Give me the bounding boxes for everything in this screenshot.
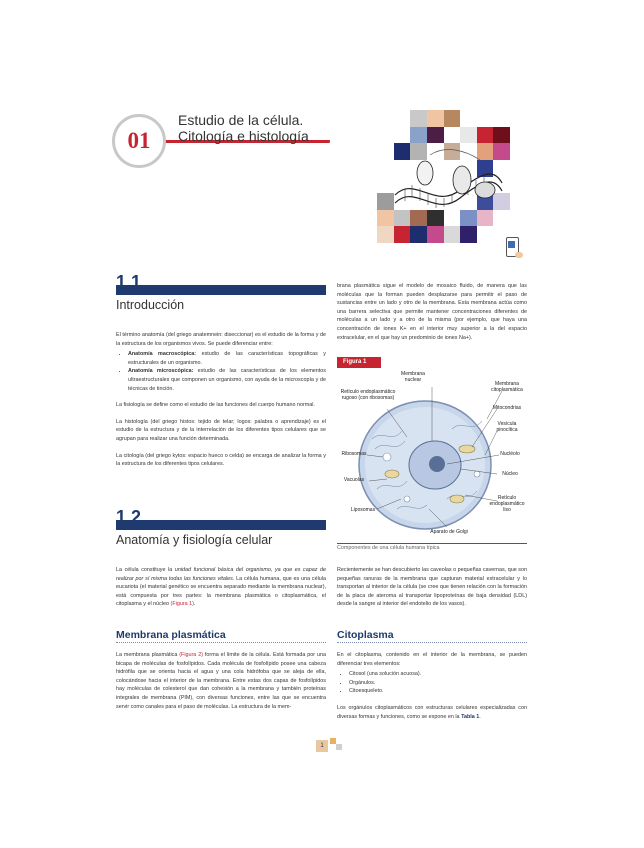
intro-list [116,350,326,393]
section-bar-2 [116,520,326,530]
membrana-rule [116,642,326,643]
anatomia-text-emphasis: unidad funcional básica del organismo, ya que es capaz de realizar por sí misma todas las funciones vitales [116,567,327,582]
membrana-title: Membrana plasmática [116,629,226,641]
chapter-number: 01 [127,128,151,153]
mosaic-tile [477,110,494,127]
mosaic-tile [477,226,494,243]
figure-1-link[interactable]: (Figura 1) [170,601,194,608]
citoplasma-list [337,670,527,696]
anatomia-paragraph [116,566,326,609]
hand-icon [515,252,523,258]
mobile-screen-icon [508,241,515,248]
citoplasma-paragraph-2 [337,704,527,721]
right-bottom-text [337,566,527,617]
chapter-title-line2: Citología e histología [178,128,309,144]
label-mitocondrias: Mitocondrias [492,405,522,411]
citoplasma-title: Citoplasma [337,629,394,641]
membrana-text [116,651,326,719]
figure-1-tag: Figura 1 [337,357,381,368]
chapter-title [178,112,309,144]
citoplasma-text [337,651,527,729]
mosaic-tile [444,226,461,243]
intro-list-item-2-term: Anatomía microscópica: [128,368,194,375]
label-ribosomas: Ribosomas [341,451,367,457]
membrana-paragraph [116,651,326,711]
label-nucleolo: Nucléolo [500,451,520,457]
anatomia-text-c: . La célula humana, que es una célula eucariota (el material genético se encuentra separado mediante la membrana nuclear), está compuesta por tres partes: la membrana plasmática o citoplasmática, el citoplasma y el núcleo [116,575,327,608]
mosaic-tile [394,226,411,243]
intro-list-item-1-term: Anatomía macroscópica: [128,351,197,358]
label-reticulo-liso: Retículo endoplasmático liso [489,495,525,513]
intro-paragraph-2: La fisiología se define como el estudio de las funciones del cuerpo humano normal. [116,402,315,409]
label-golgi: Aparato de Golgi [430,529,468,535]
right-top-text [337,282,527,350]
citoplasma-text-a: Los orgánulos citoplasmáticos con estructuras celulares especializadas con diversas formas y funciones, como se expone en la [337,704,527,720]
intro-paragraph-4: La citología (del griego kytos: espacio hueco o celda) se encarga de analizar la forma y la estructura de los diferentes tipos celulares. [116,452,326,468]
figure-1-rule [337,543,527,544]
section-bar-1 [116,285,326,295]
intro-list-item-1-desc: estudio de las características topográficas y estructurales de un organismo. [128,351,327,366]
label-vacuolas: Vacuolas [343,477,365,483]
mosaic-tile [460,226,477,243]
label-liposomas: Liposomas [350,507,376,513]
citoplasma-item-3: • Citoesqueleto. [349,687,527,696]
anatomia-text-end: . [193,601,196,608]
mosaic-tile [394,110,411,127]
mosaic-tile [493,110,510,127]
mosaic-tile [410,226,427,243]
citoplasma-paragraph-1: En el citoplasma, contenido en el interior de la membrana, se pueden diferenciar tres elementos: [337,652,527,667]
intro-paragraph-3: La histología (del griego histos: tejido de telar; logos: palabra o aprendizaje) es el estudio de la estructura y de la interrelación de los diferentes tipos celulares que se agrupan para realizar una función determinada. [116,418,326,442]
citoplasma-rule [337,642,527,643]
page-decoration-2 [336,744,342,750]
label-membrana-citoplasmatica: Membrana citoplasmática [491,381,523,393]
mosaic-tile [410,110,427,127]
tabla-1-link[interactable]: Tabla 1 [461,713,480,720]
intro-list-item-2-desc: estudio de las características de los elementos ultraestructurales que componen un organismo, con ayuda de la microscopía y de técnicas de tinción. [128,368,326,392]
intro-text [116,331,326,477]
right-top-paragraph: brana plasmática sigue el modelo de mosaico fluido, de manera que las moléculas que la forman pueden desplazarse para permitir el paso de sustancias entre un lado y otro de la membrana. Esta membrana actúa como una barrera selectiva que permite mantener concentraciones diferentes de moléculas a un lado y a otro de la misma (por ejemplo, que haya una concentración de iones K+ en el interior muy superior a la del espacio extracelular, en el que hay un predominio de iones Na+). [337,283,527,341]
label-vesicula: Vesícula pinocítica [496,421,518,433]
caveolas-paragraph: Recientemente se han descubierto las caveolas o pequeñas cavernas, que son pequeñas ranuras de la membrana que capturan material extracelular y lo transportan al interior de la célula (se cree que tienen relación con la formación de la placa de ateroma al transportar lipoproteínas de baja densidad (LDL) desde la sangre al interior del endotelio de los vasos). [337,567,527,608]
section-number-1: 1.1. [116,272,147,292]
mosaic-tile [427,226,444,243]
intro-list-item-1 [128,350,326,367]
membrana-text-b: forma el límite de la célula. Está formada por una bicapa de moléculas de fosfolípidos. Cada molécula de fosfolípido posee una cabeza hidrófila que se orienta hacia el agua y una cola hidrófoba que se aleja de ella, colocándose hacia el interior de la membrana. Entre estas dos capas de fosfolípidos hay moléculas de colesterol que dan cohesión a la membrana y también proteínas integrales de membrana (PIM), con diversas funciones, entre las que se encuentra servir como canales para el paso de moléculas. La estructura de la mem- [116,652,326,710]
label-reticulo-rugoso: Retículo endoplasmático rugoso (con ribosomas) [340,389,396,401]
citoplasma-text-end: . [479,713,481,720]
section-title-1: Introducción [116,298,185,312]
intro-list-item-2 [128,367,326,393]
mosaic-tile [377,226,394,243]
figure-1-cell-diagram [337,369,527,541]
intro-paragraph-1: El término anatomía (del griego anatemnein: diseccionar) es el estudio de la forma y de la estructura de los organismos vivos. Se puede diferenciar entre: [116,332,326,347]
label-nucleo: Núcleo [502,471,518,477]
figure-1-caption: Componentes de una célula humana típica [337,545,440,551]
figure-2-link[interactable]: (Figura 2) [179,652,204,658]
section-title-2: Anatomía y fisiología celular [116,533,273,547]
label-membrana-nuclear: Membrana nuclear [401,371,425,383]
mosaic-tile [444,110,461,127]
membrana-text-a: La membrana plasmática [116,652,180,658]
mosaic-tile [377,110,394,127]
citoplasma-item-1: • Citosol (una solución acuosa). [349,670,527,679]
citoplasma-item-2: • Orgánulos. [349,679,527,688]
anatomia-text [116,566,326,617]
anatomia-text-a: La célula constituye la [116,567,175,573]
page-number: 1 [320,743,324,749]
section-number-2: 1.2. [116,507,147,527]
cell-membrane-illustration [390,135,505,225]
mosaic-tile [460,110,477,127]
chapter-title-line1: Estudio de la célula. [178,112,304,128]
mosaic-tile [427,110,444,127]
